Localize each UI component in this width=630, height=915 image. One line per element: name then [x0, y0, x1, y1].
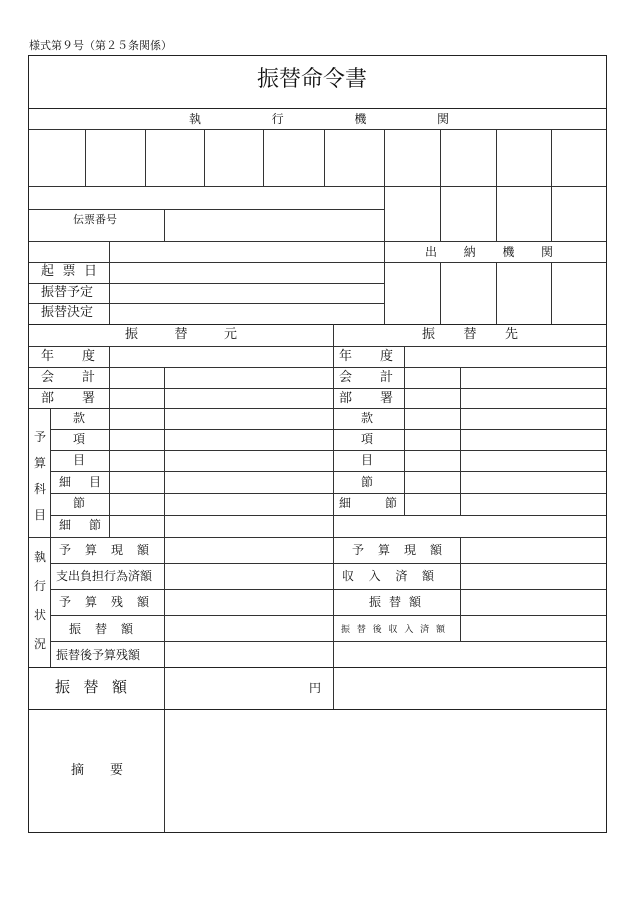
rule: [109, 346, 110, 537]
to-status-item: [342, 570, 434, 582]
label-char: 額: [421, 569, 434, 583]
status-label-char: 執: [33, 550, 46, 564]
from-heading: [125, 328, 237, 341]
label-char: 要: [109, 763, 123, 778]
label-char: 額: [429, 543, 442, 557]
from-status-item: [59, 544, 149, 556]
label-char: 会: [41, 370, 55, 385]
rule: [496, 129, 497, 241]
from-budget-item: [59, 476, 101, 488]
rule: [50, 615, 606, 616]
rule: [29, 709, 606, 710]
rule: [29, 108, 606, 109]
rule: [50, 641, 606, 642]
label-char: 後: [372, 625, 382, 635]
label-char: 振: [69, 622, 82, 636]
from-status-item: 支出負担行為済額: [56, 569, 153, 583]
rule: [50, 471, 606, 472]
to-account-label: [339, 371, 393, 384]
label-char: 度: [379, 349, 393, 364]
label-char: 先: [504, 327, 518, 342]
form-title: 振替命令書: [257, 67, 368, 92]
label-char: 算: [377, 543, 390, 557]
rule: [164, 367, 165, 667]
from-budget-item: 項: [73, 432, 86, 446]
label-char: 機: [502, 245, 515, 259]
label-char: 振: [422, 327, 436, 342]
rule: [29, 303, 384, 304]
label-char: 振: [369, 595, 382, 609]
label-char: 替: [356, 625, 366, 635]
rule: [50, 589, 606, 590]
transfer-amount-unit: 円: [309, 681, 322, 695]
rule: [29, 388, 606, 389]
rule: [145, 129, 146, 186]
label-char: 算: [84, 595, 97, 609]
rule: [50, 493, 606, 494]
label-char: 残: [110, 595, 123, 609]
label-char: 会: [339, 370, 353, 385]
label-char: 細: [59, 475, 72, 489]
from-budget-item: 目: [73, 453, 86, 467]
label-char: 摘: [71, 763, 85, 778]
status-vertical-label: [33, 548, 47, 652]
label-char: 関: [540, 245, 553, 259]
label-char: 算: [84, 543, 97, 557]
transfer-order-form: [28, 55, 607, 833]
label-char: 起: [41, 264, 55, 279]
label-char: 済: [420, 625, 430, 635]
label-char: 細: [339, 496, 352, 510]
rule: [164, 667, 165, 832]
label-char: 現: [110, 543, 123, 557]
rule: [50, 515, 606, 516]
rule: [29, 408, 606, 409]
label-char: 現: [403, 543, 416, 557]
label-char: 部: [41, 391, 55, 406]
rule: [404, 346, 405, 515]
label-char: 替: [83, 678, 99, 696]
label-char: 額: [120, 622, 133, 636]
to-heading: [422, 328, 518, 341]
label-char: 替: [388, 595, 401, 609]
label-char: 予: [59, 595, 72, 609]
rule: [263, 129, 264, 186]
label-char: 元: [223, 327, 237, 342]
label-char: 予: [352, 543, 365, 557]
budget-label-char: 目: [33, 508, 46, 522]
rule: [551, 262, 552, 324]
to-status-item: [341, 626, 445, 635]
from-account-label: [41, 371, 95, 384]
label-char: 度: [81, 349, 95, 364]
from-status-item: 振替後予算残額: [56, 648, 141, 662]
to-status-item: [369, 596, 421, 608]
from-fiscal-year-label: [41, 350, 95, 363]
slip-number-label: 伝票番号: [73, 213, 117, 226]
rule: [29, 209, 384, 210]
to-fiscal-year-label: [339, 350, 393, 363]
rule: [50, 429, 606, 430]
treasury-org-heading: [425, 246, 553, 258]
label-char: 関: [436, 112, 449, 126]
rule: [29, 262, 606, 263]
to-budget-item: 款: [361, 411, 374, 425]
label-char: 部: [339, 391, 353, 406]
rule: [496, 262, 497, 324]
from-budget-item: 款: [73, 411, 86, 425]
rule: [29, 537, 606, 538]
status-label-char: 状: [33, 608, 46, 622]
budget-label-char: 科: [33, 482, 46, 496]
transfer-planned-label: 振替予定: [41, 285, 94, 300]
budget-label-char: 算: [33, 456, 46, 470]
transfer-amount-label: [55, 680, 127, 695]
from-status-item: [59, 596, 149, 608]
rule: [50, 563, 606, 564]
label-char: 目: [88, 475, 101, 489]
label-char: 機: [354, 112, 367, 126]
rule: [551, 129, 552, 241]
summary-label: [71, 764, 123, 777]
label-char: 額: [136, 543, 149, 557]
rule: [440, 262, 441, 324]
label-char: 細: [59, 518, 72, 532]
rule: [29, 346, 606, 347]
from-budget-item: 節: [73, 496, 86, 510]
label-char: 収: [342, 569, 355, 583]
label-char: 済: [395, 569, 408, 583]
rule: [29, 324, 606, 325]
to-budget-item: 項: [361, 432, 374, 446]
status-label-char: 行: [33, 579, 46, 593]
to-budget-item: 節: [361, 475, 374, 489]
rule: [50, 450, 606, 451]
label-char: 替: [94, 622, 107, 636]
rule: [50, 537, 51, 667]
budget-label-char: 予: [33, 430, 46, 444]
label-char: 署: [379, 391, 393, 406]
label-char: 年: [339, 349, 353, 364]
rule: [384, 129, 385, 324]
rule: [333, 667, 334, 709]
label-char: 節: [88, 518, 101, 532]
rule: [29, 186, 606, 187]
label-char: 予: [59, 543, 72, 557]
to-budget-item: [339, 497, 397, 509]
rule: [324, 129, 325, 186]
from-department-label: [41, 392, 95, 405]
from-status-item: [69, 623, 133, 635]
from-budget-items-vertical-label: [33, 428, 47, 523]
rule: [440, 129, 441, 241]
rule: [204, 129, 205, 186]
label-char: 振: [125, 327, 139, 342]
label-char: 節: [384, 496, 397, 510]
rule: [29, 129, 606, 130]
label-char: 計: [81, 370, 95, 385]
rule: [29, 367, 606, 368]
label-char: 替: [174, 327, 188, 342]
label-char: 行: [271, 112, 284, 126]
status-label-char: 況: [33, 637, 46, 651]
to-budget-item: 目: [361, 453, 374, 467]
rule: [50, 408, 51, 537]
label-char: 額: [435, 625, 445, 635]
label-char: 収: [388, 625, 398, 635]
label-char: 額: [136, 595, 149, 609]
label-char: 日: [83, 264, 97, 279]
rule: [85, 129, 86, 186]
from-budget-item: [59, 519, 101, 531]
label-char: 年: [41, 349, 55, 364]
label-char: 納: [463, 245, 476, 259]
label-char: 票: [62, 264, 76, 279]
label-char: 出: [425, 245, 438, 259]
to-status-item: [352, 544, 442, 556]
label-char: 替: [463, 327, 477, 342]
label-char: 入: [368, 569, 381, 583]
label-char: 額: [111, 678, 127, 696]
label-char: 計: [379, 370, 393, 385]
label-char: 振: [55, 678, 71, 696]
transfer-decided-label: 振替決定: [41, 305, 94, 320]
draft-date-label: [41, 265, 97, 278]
rule: [29, 241, 606, 242]
to-department-label: [339, 392, 393, 405]
label-char: 振: [341, 625, 351, 635]
executing-org-heading: [189, 113, 449, 125]
rule: [29, 667, 606, 668]
label-char: 入: [404, 625, 414, 635]
rule: [164, 209, 165, 241]
rule: [29, 283, 384, 284]
label-char: 執: [189, 112, 202, 126]
label-char: 額: [408, 595, 421, 609]
label-char: 署: [81, 391, 95, 406]
form-code: 様式第９号（第２５条関係）: [29, 39, 172, 52]
